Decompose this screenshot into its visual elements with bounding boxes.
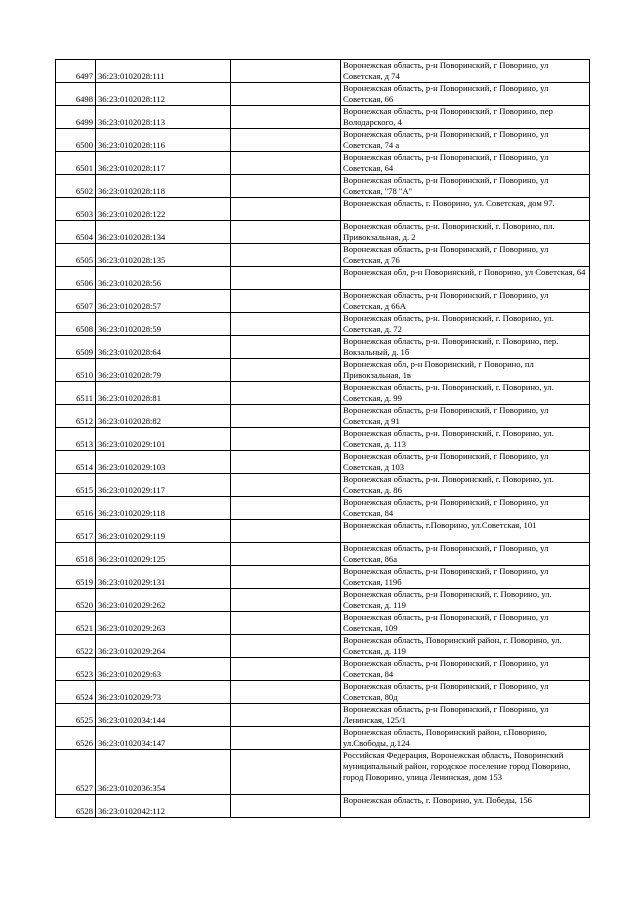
table-row xyxy=(56,129,590,152)
empty-cell xyxy=(231,612,341,635)
cadastral-number: 36:23:0102028:122 xyxy=(96,198,231,221)
table-row xyxy=(56,267,590,290)
address: Воронежская обл, р-н Поворинский, г Поворино, ул Советская, 64 xyxy=(341,267,590,290)
address: Воронежская область, р-н. Поворинский, г. Поворино, пер. Вокзальный, д. 1б xyxy=(341,336,590,359)
table-row xyxy=(56,152,590,175)
table-row xyxy=(56,83,590,106)
address: Воронежская область, р-н Поворинский, г Поворино, ул Советская, д 66А xyxy=(341,290,590,313)
empty-cell xyxy=(231,336,341,359)
address: Воронежская область, г. Поворино, ул. Победы, 156 xyxy=(341,795,590,818)
empty-cell xyxy=(231,451,341,474)
cadastral-number: 36:23:0102029:263 xyxy=(96,612,231,635)
address: Воронежская область, р-н Поворинский, г Поворино, ул Советская, 119б xyxy=(341,566,590,589)
empty-cell xyxy=(231,106,341,129)
empty-cell xyxy=(231,175,341,198)
cadastral-number: 36:23:0102028:134 xyxy=(96,221,231,244)
row-number: 6514 xyxy=(56,451,96,474)
row-number: 6519 xyxy=(56,566,96,589)
row-number: 6516 xyxy=(56,497,96,520)
row-number: 6497 xyxy=(56,60,96,83)
table-row xyxy=(56,313,590,336)
row-number: 6504 xyxy=(56,221,96,244)
empty-cell xyxy=(231,60,341,83)
address: Воронежская область, р-н Поворинский, г Поворино, ул Советская, 66 xyxy=(341,83,590,106)
empty-cell xyxy=(231,129,341,152)
table-row xyxy=(56,635,590,658)
cadastral-number: 36:23:0102034:144 xyxy=(96,704,231,727)
row-number: 6524 xyxy=(56,681,96,704)
address: Воронежская область, Поворинский район, г.Поворино, ул.Свободы, д.124 xyxy=(341,727,590,750)
row-number: 6512 xyxy=(56,405,96,428)
row-number: 6498 xyxy=(56,83,96,106)
table-row xyxy=(56,727,590,750)
cadastral-number: 36:23:0102029:119 xyxy=(96,520,231,543)
cadastral-number: 36:23:0102028:117 xyxy=(96,152,231,175)
row-number: 6507 xyxy=(56,290,96,313)
cadastral-number: 36:23:0102029:264 xyxy=(96,635,231,658)
table-row xyxy=(56,520,590,543)
cadastral-number: 36:23:0102029:103 xyxy=(96,451,231,474)
empty-cell xyxy=(231,405,341,428)
row-number: 6526 xyxy=(56,727,96,750)
address: Воронежская область, р-н Поворинский, г Поворино, ул Советская, 84 xyxy=(341,658,590,681)
cadastral-number: 36:23:0102028:111 xyxy=(96,60,231,83)
address: Воронежская область, р-н. Поворинский, г. Поворино, пл. Привокзальная, д. 2 xyxy=(341,221,590,244)
empty-cell xyxy=(231,474,341,497)
cadastral-number: 36:23:0102028:56 xyxy=(96,267,231,290)
row-number: 6508 xyxy=(56,313,96,336)
table-row xyxy=(56,681,590,704)
cadastral-number: 36:23:0102036:354 xyxy=(96,750,231,795)
address: Воронежская область, р-н. Поворинский, г. Поворино, ул. Советская, д. 99 xyxy=(341,382,590,405)
table-row xyxy=(56,244,590,267)
row-number: 6509 xyxy=(56,336,96,359)
cadastral-number: 36:23:0102029:117 xyxy=(96,474,231,497)
table-row xyxy=(56,336,590,359)
empty-cell xyxy=(231,152,341,175)
row-number: 6513 xyxy=(56,428,96,451)
empty-cell xyxy=(231,750,341,795)
row-number: 6521 xyxy=(56,612,96,635)
row-number: 6515 xyxy=(56,474,96,497)
table-row xyxy=(56,497,590,520)
table-row xyxy=(56,106,590,129)
row-number: 6518 xyxy=(56,543,96,566)
row-number: 6500 xyxy=(56,129,96,152)
address: Воронежская область, р-н Поворинский, г Поворино, ул Советская, 84 xyxy=(341,497,590,520)
cadastral-number: 36:23:0102029:118 xyxy=(96,497,231,520)
cadastral-number: 36:23:0102028:81 xyxy=(96,382,231,405)
empty-cell xyxy=(231,543,341,566)
cadastral-number: 36:23:0102029:73 xyxy=(96,681,231,704)
cadastral-number: 36:23:0102028:112 xyxy=(96,83,231,106)
address: Российская Федерация, Воронежская область, Поворинский муниципальный район, городское поселение город Поворино, город Поворино, улица Ленинская, дом 153 xyxy=(341,750,590,795)
empty-cell xyxy=(231,795,341,818)
row-number: 6502 xyxy=(56,175,96,198)
cadastral-table xyxy=(55,59,590,818)
address: Воронежская область, р-н Поворинский, г Поворино, ул Советская, д 91 xyxy=(341,405,590,428)
table-row xyxy=(56,359,590,382)
address: Воронежская обл, р-н Поворинский, г Поворино, пл Привокзальная, 1в xyxy=(341,359,590,382)
empty-cell xyxy=(231,428,341,451)
empty-cell xyxy=(231,244,341,267)
cadastral-number: 36:23:0102028:113 xyxy=(96,106,231,129)
table-row xyxy=(56,612,590,635)
table-row xyxy=(56,221,590,244)
table-row xyxy=(56,405,590,428)
table-row xyxy=(56,543,590,566)
address: Воронежская область, г. Поворино, ул. Советская, дом 97. xyxy=(341,198,590,221)
empty-cell xyxy=(231,681,341,704)
empty-cell xyxy=(231,198,341,221)
table-body xyxy=(56,60,590,818)
cadastral-number: 36:23:0102028:118 xyxy=(96,175,231,198)
row-number: 6527 xyxy=(56,750,96,795)
address: Воронежская область, р-н Поворинский, г Поворино, ул Советская, 74 а xyxy=(341,129,590,152)
empty-cell xyxy=(231,221,341,244)
empty-cell xyxy=(231,635,341,658)
table-row xyxy=(56,428,590,451)
row-number: 6506 xyxy=(56,267,96,290)
empty-cell xyxy=(231,359,341,382)
address: Воронежская область, р-н Поворинский, г Поворино, ул Ленинская, 125/1 xyxy=(341,704,590,727)
cadastral-number: 36:23:0102028:59 xyxy=(96,313,231,336)
empty-cell xyxy=(231,658,341,681)
cadastral-number: 36:23:0102028:79 xyxy=(96,359,231,382)
table-row xyxy=(56,704,590,727)
cadastral-number: 36:23:0102042:112 xyxy=(96,795,231,818)
empty-cell xyxy=(231,290,341,313)
empty-cell xyxy=(231,267,341,290)
row-number: 6520 xyxy=(56,589,96,612)
address: Воронежская область, р-н Поворинский, г Поворино, пер Володарского, 4 xyxy=(341,106,590,129)
cadastral-number: 36:23:0102028:82 xyxy=(96,405,231,428)
empty-cell xyxy=(231,83,341,106)
row-number: 6523 xyxy=(56,658,96,681)
address: Воронежская область, р-н Поворинский, г Поворино, ул Советская, 80д xyxy=(341,681,590,704)
address: Воронежская область, р-н Поворинский, г Поворино, ул Советская, 64 xyxy=(341,152,590,175)
address: Воронежская область, р-н Поворинский, г Поворино, ул Советская, "78 "А" xyxy=(341,175,590,198)
table-row xyxy=(56,451,590,474)
cadastral-number: 36:23:0102028:57 xyxy=(96,290,231,313)
row-number: 6522 xyxy=(56,635,96,658)
document-page xyxy=(55,59,590,818)
address: Воронежская область, р-н Поворинский, г. Поворино, ул. Советская, д. 119 xyxy=(341,589,590,612)
empty-cell xyxy=(231,589,341,612)
empty-cell xyxy=(231,313,341,336)
cadastral-number: 36:23:0102029:63 xyxy=(96,658,231,681)
cadastral-number: 36:23:0102034:147 xyxy=(96,727,231,750)
cadastral-number: 36:23:0102029:125 xyxy=(96,543,231,566)
empty-cell xyxy=(231,727,341,750)
cadastral-number: 36:23:0102028:64 xyxy=(96,336,231,359)
empty-cell xyxy=(231,704,341,727)
table-row xyxy=(56,198,590,221)
table-row xyxy=(56,566,590,589)
table-row xyxy=(56,382,590,405)
table-row xyxy=(56,474,590,497)
address: Воронежская область, р-н. Поворинский, г. Поворино, ул. Советская, д. 72 xyxy=(341,313,590,336)
cadastral-number: 36:23:0102029:101 xyxy=(96,428,231,451)
table-row xyxy=(56,795,590,818)
row-number: 6505 xyxy=(56,244,96,267)
table-row xyxy=(56,60,590,83)
empty-cell xyxy=(231,566,341,589)
table-row xyxy=(56,290,590,313)
row-number: 6503 xyxy=(56,198,96,221)
cadastral-number: 36:23:0102029:262 xyxy=(96,589,231,612)
cadastral-number: 36:23:0102028:116 xyxy=(96,129,231,152)
cadastral-number: 36:23:0102028:135 xyxy=(96,244,231,267)
cadastral-number: 36:23:0102029:131 xyxy=(96,566,231,589)
address: Воронежская область, р-н Поворинский, г Поворино, ул Советская, 86а xyxy=(341,543,590,566)
row-number: 6501 xyxy=(56,152,96,175)
row-number: 6517 xyxy=(56,520,96,543)
address: Воронежская область, р-н Поворинский, г Поворино, ул Советская, д 74 xyxy=(341,60,590,83)
table-row xyxy=(56,750,590,795)
table-row xyxy=(56,658,590,681)
address: Воронежская область, р-н Поворинский, г Поворино, ул Советская, д 76 xyxy=(341,244,590,267)
row-number: 6499 xyxy=(56,106,96,129)
address: Воронежская область, Поворинский район, г. Поворино, ул. Советская, д. 119 xyxy=(341,635,590,658)
address: Воронежская область, р-н. Поворинский, г. Поворино, ул. Советская, д. 113 xyxy=(341,428,590,451)
row-number: 6525 xyxy=(56,704,96,727)
row-number: 6528 xyxy=(56,795,96,818)
address: Воронежская область, р-н Поворинский, г Поворино, ул Советская, д 103 xyxy=(341,451,590,474)
address: Воронежская область, г.Поворино, ул.Советская, 101 xyxy=(341,520,590,543)
empty-cell xyxy=(231,520,341,543)
empty-cell xyxy=(231,382,341,405)
address: Воронежская область, р-н Поворинский, г Поворино, ул Советская, 109 xyxy=(341,612,590,635)
address: Воронежская область, р-н. Поворинский, г. Поворино, ул. Советская, д. 86 xyxy=(341,474,590,497)
row-number: 6510 xyxy=(56,359,96,382)
row-number: 6511 xyxy=(56,382,96,405)
table-row xyxy=(56,589,590,612)
table-row xyxy=(56,175,590,198)
empty-cell xyxy=(231,497,341,520)
